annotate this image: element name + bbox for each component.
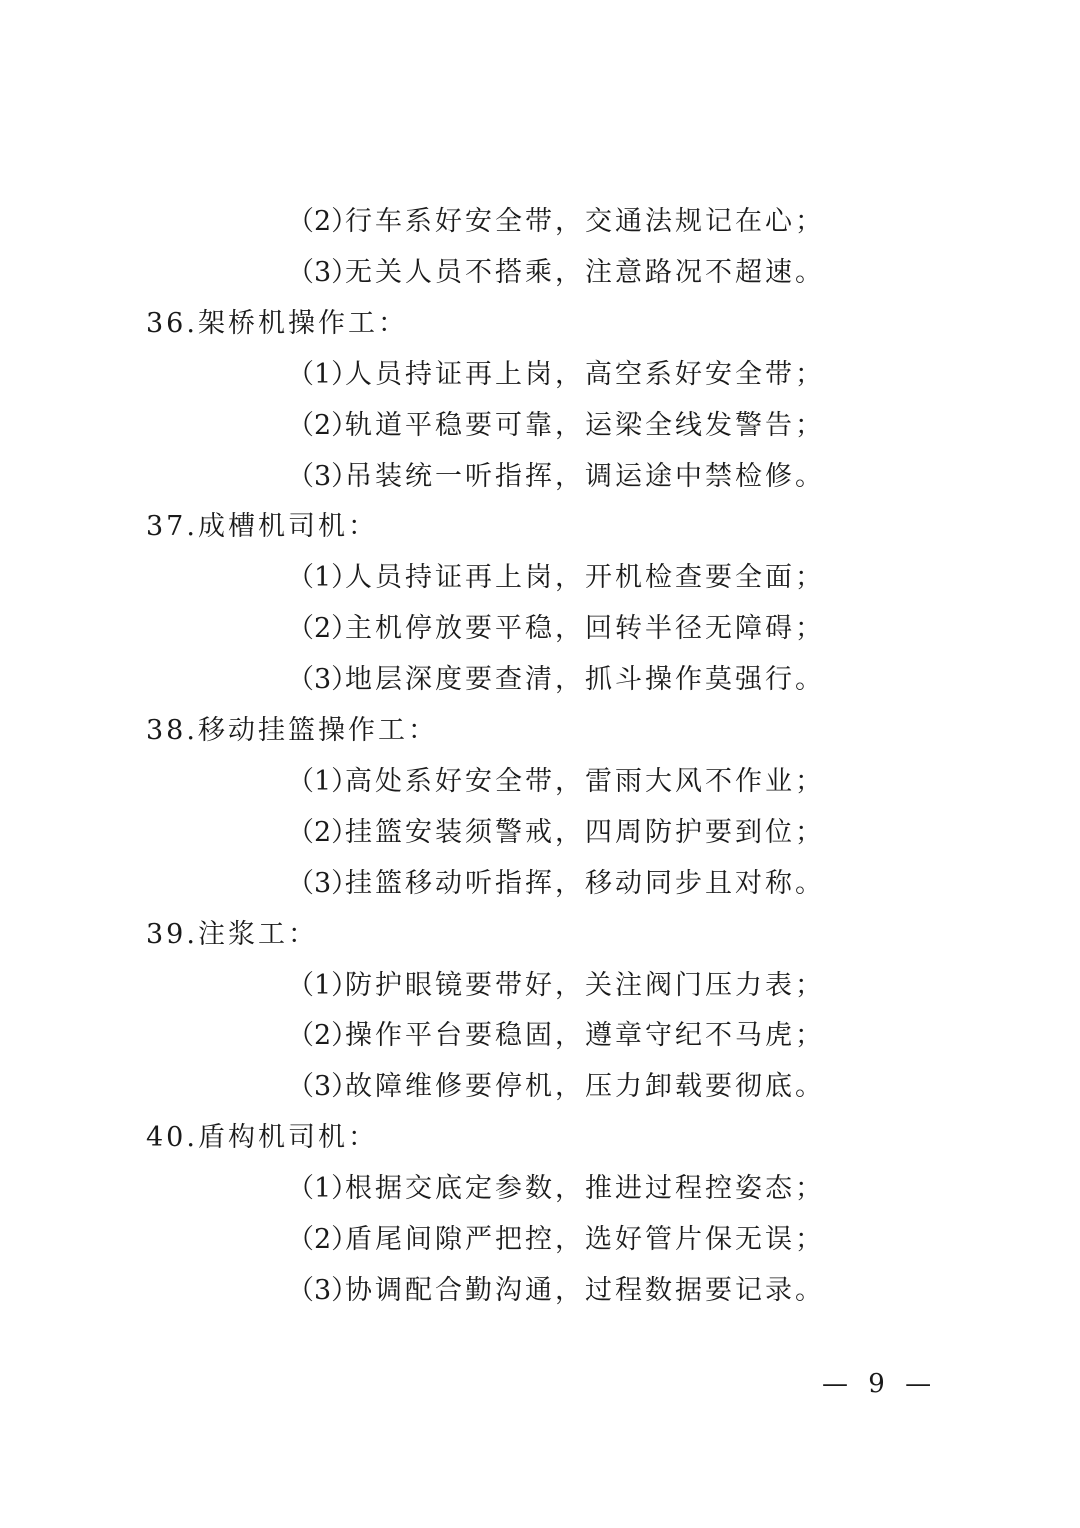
item-text: 轨道平稳要可靠，运梁全线发警告；	[345, 409, 825, 441]
section-heading: 37.成槽机司机：	[146, 511, 378, 543]
list-item	[287, 1273, 825, 1309]
item-text: 操作平台要稳固，遵章守纪不马虎；	[345, 1020, 825, 1052]
item-text: 人员持证再上岗，开机检查要全面；	[345, 562, 825, 594]
item-text: 吊装统一听指挥，调运途中禁检修。	[345, 460, 825, 492]
page-number: — 9 —	[822, 1369, 938, 1399]
item-text: 协调配合勤沟通，过程数据要记录。	[345, 1274, 825, 1306]
item-text: 地层深度要查清，抓斗操作莫强行。	[345, 664, 825, 696]
list-item	[287, 357, 825, 393]
item-number: （1）	[287, 358, 359, 390]
item-text: 防护眼镜要带好，关注阀门压力表；	[345, 969, 825, 1001]
item-number: （3）	[287, 1071, 359, 1103]
list-item	[287, 1171, 825, 1207]
list-item	[287, 459, 825, 495]
item-text: 挂篮安装须警戒，四周防护要到位；	[345, 816, 825, 848]
list-item	[287, 764, 825, 800]
item-number: （3）	[287, 664, 359, 696]
item-number: （1）	[287, 969, 359, 1001]
list-item	[287, 204, 825, 240]
item-number: （1）	[287, 562, 359, 594]
item-text: 主机停放要平稳，回转半径无障碍；	[345, 613, 825, 645]
section-heading: 39.注浆工：	[146, 918, 318, 950]
item-number: （2）	[287, 206, 359, 237]
list-item	[287, 1018, 825, 1054]
item-text: 高处系好安全带，雷雨大风不作业；	[345, 765, 825, 797]
list-item	[287, 866, 825, 902]
item-text: 无关人员不搭乘，注意路况不超速。	[345, 256, 825, 288]
list-item	[287, 968, 825, 1004]
list-item	[287, 255, 825, 291]
item-text: 盾尾间隙严把控，选好管片保无误；	[345, 1224, 825, 1255]
item-text: 行车系好安全带，交通法规记在心；	[345, 206, 825, 237]
item-number: （2）	[287, 1020, 359, 1052]
list-item	[287, 815, 825, 851]
list-item	[287, 1069, 825, 1105]
item-number: （3）	[287, 867, 359, 899]
item-number: （2）	[287, 816, 359, 848]
list-item	[287, 560, 825, 596]
item-text: 根据交底定参数，推进过程控姿态；	[345, 1173, 825, 1205]
list-item	[287, 408, 825, 444]
item-number: （3）	[287, 1274, 359, 1306]
item-number: （1）	[287, 1173, 359, 1205]
item-number: （3）	[287, 256, 359, 288]
item-number: （2）	[287, 1224, 359, 1255]
section-heading: 40.盾构机司机：	[146, 1122, 378, 1154]
list-item	[287, 662, 825, 698]
list-item	[287, 611, 825, 647]
item-text: 挂篮移动听指挥，移动同步且对称。	[345, 867, 825, 899]
section-heading: 38.移动挂篮操作工：	[146, 715, 438, 746]
list-item	[287, 1222, 825, 1258]
item-number: （1）	[287, 765, 359, 797]
item-number: （2）	[287, 409, 359, 441]
item-text: 故障维修要停机，压力卸载要彻底。	[345, 1071, 825, 1103]
item-number: （3）	[287, 460, 359, 492]
item-number: （2）	[287, 613, 359, 645]
item-text: 人员持证再上岗，高空系好安全带；	[345, 358, 825, 390]
section-heading: 36.架桥机操作工：	[146, 307, 408, 339]
